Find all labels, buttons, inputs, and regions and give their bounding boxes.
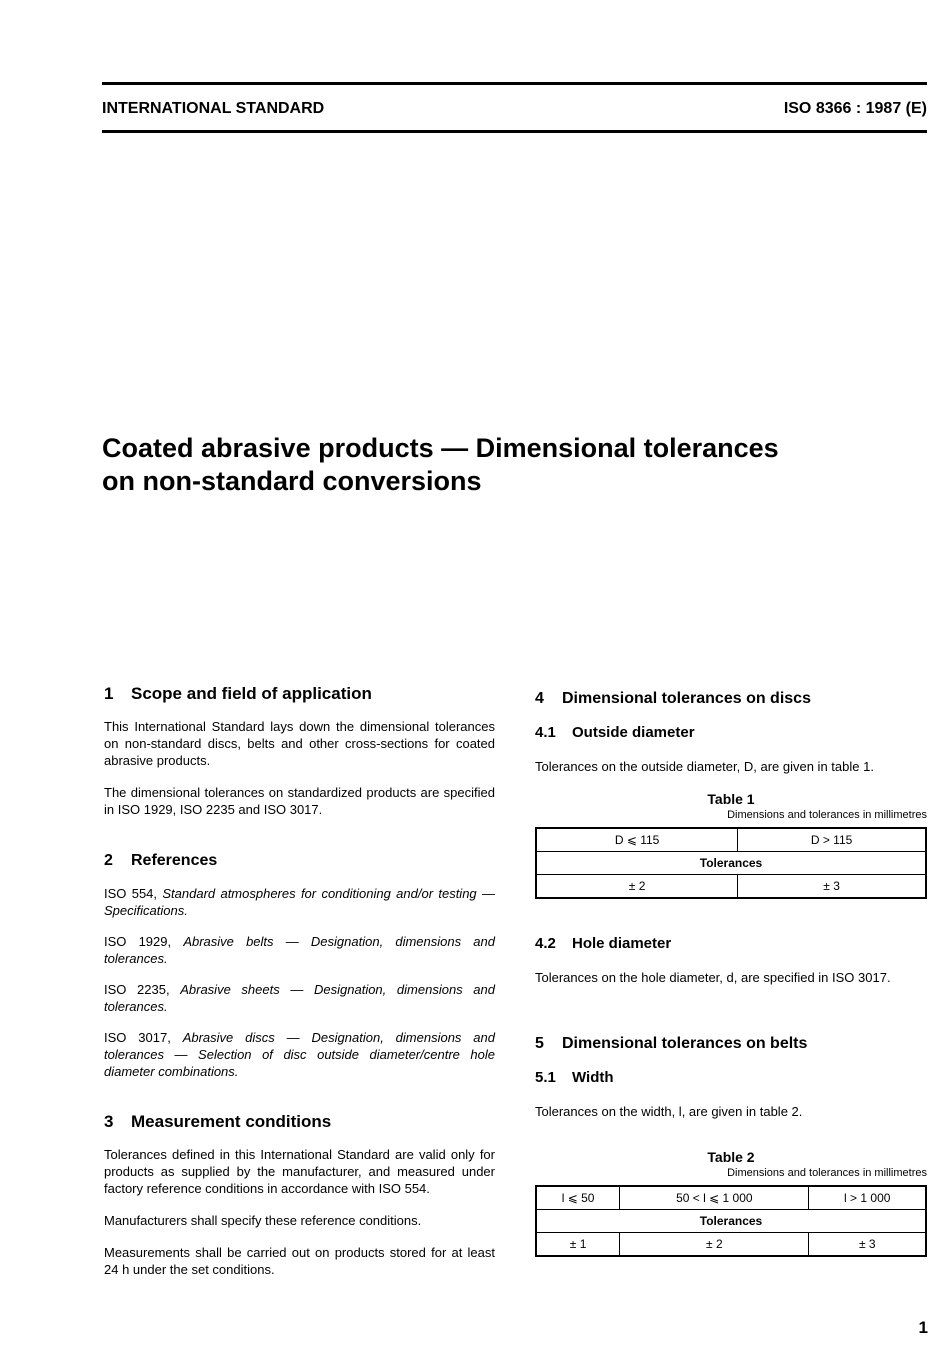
reference-title: Abrasive belts — Designation, dimensions and tolerances. bbox=[104, 934, 495, 966]
reference-code: ISO 2235, bbox=[104, 982, 170, 997]
table-2-header-medium: 50 < l ⩽ 1 000 bbox=[620, 1186, 809, 1210]
section-2-heading bbox=[104, 852, 495, 870]
section-4-number: 4 bbox=[535, 690, 544, 707]
section-5-1-number: 5.1 bbox=[535, 1069, 556, 1086]
section-5-heading bbox=[535, 1035, 927, 1053]
reference-title: Abrasive discs — Designation, dimensions and tolerances — Selection of disc outside diameter/centre hole diameter combinations. bbox=[104, 1030, 495, 1079]
header-left: INTERNATIONAL STANDARD bbox=[102, 100, 325, 117]
table-1 bbox=[535, 827, 927, 899]
table-1-tolerances-label: Tolerances bbox=[536, 852, 926, 875]
section-1-para-1: This International Standard lays down the dimensional tolerances on non-standard discs, belts and other cross-sections for coated abrasive products. bbox=[104, 719, 495, 768]
section-5-1-title: Width bbox=[572, 1069, 614, 1086]
section-5-1-text: Tolerances on the width, l, are given in table 2. bbox=[535, 1104, 803, 1119]
left-column bbox=[104, 684, 495, 1278]
section-2-number: 2 bbox=[104, 852, 113, 869]
table-row bbox=[536, 1186, 926, 1210]
section-1-title: Scope and field of application bbox=[131, 684, 372, 703]
section-5-1-heading bbox=[535, 1069, 927, 1086]
section-1-para-2: The dimensional tolerances on standardized products are specified in ISO 1929, ISO 2235 and ISO 3017. bbox=[104, 785, 495, 817]
reference-code: ISO 554, bbox=[104, 886, 158, 901]
table-2-value-medium: ± 2 bbox=[620, 1233, 809, 1257]
table-row bbox=[536, 1233, 926, 1257]
section-4-2-title: Hole diameter bbox=[572, 935, 672, 952]
table-row bbox=[536, 852, 926, 875]
reference-code: ISO 3017, bbox=[104, 1030, 171, 1045]
table-row bbox=[536, 875, 926, 899]
section-5-number: 5 bbox=[535, 1035, 544, 1052]
title-line-2: on non-standard conversions bbox=[102, 466, 482, 496]
table-2-caption: Table 2 bbox=[707, 1149, 755, 1165]
section-4-1-number: 4.1 bbox=[535, 724, 556, 741]
section-4-2-text: Tolerances on the hole diameter, d, are specified in ISO 3017. bbox=[535, 970, 891, 985]
section-4-title: Dimensional tolerances on discs bbox=[562, 690, 811, 707]
table-row bbox=[536, 1210, 926, 1233]
reference-title: Abrasive sheets — Designation, dimensions and tolerances. bbox=[104, 982, 495, 1014]
reference-iso-554 bbox=[104, 885, 495, 919]
document-title bbox=[102, 432, 902, 498]
table-2-header-narrow: l ⩽ 50 bbox=[536, 1186, 620, 1210]
title-line-1: Coated abrasive products — Dimensional tolerances bbox=[102, 433, 779, 463]
reference-title: Standard atmospheres for conditioning and/or testing — Specifications. bbox=[104, 886, 495, 918]
table-2-value-narrow: ± 1 bbox=[536, 1233, 620, 1257]
section-4-heading bbox=[535, 690, 927, 708]
header-bottom-rule bbox=[102, 130, 927, 133]
table-2 bbox=[535, 1185, 927, 1257]
page-number: 1 bbox=[918, 1318, 928, 1337]
table-1-value-large: ± 3 bbox=[738, 875, 926, 899]
table-1-note: Dimensions and tolerances in millimetres bbox=[727, 809, 927, 821]
section-3-number: 3 bbox=[104, 1112, 114, 1131]
section-1-heading bbox=[104, 684, 495, 704]
table-2-note: Dimensions and tolerances in millimetres bbox=[727, 1167, 927, 1179]
right-column bbox=[535, 690, 927, 1257]
section-3-para-3: Measurements shall be carried out on products stored for at least 24 h under the set conditions. bbox=[104, 1245, 495, 1277]
table-1-value-small: ± 2 bbox=[536, 875, 738, 899]
table-1-header-small: D ⩽ 115 bbox=[536, 828, 738, 852]
section-3-para-1: Tolerances defined in this International Standard are valid only for products as supplied by the manufacturer, and measured under factory reference conditions in accordance with ISO 554. bbox=[104, 1147, 495, 1196]
section-3-heading bbox=[104, 1112, 495, 1132]
table-2-value-wide: ± 3 bbox=[809, 1233, 926, 1257]
section-3-para-2: Manufacturers shall specify these reference conditions. bbox=[104, 1213, 422, 1228]
reference-iso-3017 bbox=[104, 1029, 495, 1080]
table-1-header-large: D > 115 bbox=[738, 828, 926, 852]
section-4-1-title: Outside diameter bbox=[572, 724, 695, 741]
section-4-1-heading bbox=[535, 724, 927, 741]
section-4-2-number: 4.2 bbox=[535, 935, 556, 952]
reference-iso-2235 bbox=[104, 981, 495, 1015]
section-2-title: References bbox=[131, 852, 218, 869]
header-right: ISO 8366 : 1987 (E) bbox=[783, 100, 927, 117]
table-2-header-wide: l > 1 000 bbox=[809, 1186, 926, 1210]
table-2-tolerances-label: Tolerances bbox=[536, 1210, 926, 1233]
table-1-caption: Table 1 bbox=[707, 791, 755, 807]
reference-iso-1929 bbox=[104, 933, 495, 967]
section-3-title: Measurement conditions bbox=[131, 1112, 332, 1131]
section-1-number: 1 bbox=[104, 684, 114, 703]
header-top-rule bbox=[102, 82, 927, 85]
table-row bbox=[536, 828, 926, 852]
section-5-title: Dimensional tolerances on belts bbox=[562, 1035, 808, 1052]
reference-code: ISO 1929, bbox=[104, 934, 172, 949]
section-4-1-text: Tolerances on the outside diameter, D, are given in table 1. bbox=[535, 759, 874, 774]
section-4-2-heading bbox=[535, 935, 927, 952]
